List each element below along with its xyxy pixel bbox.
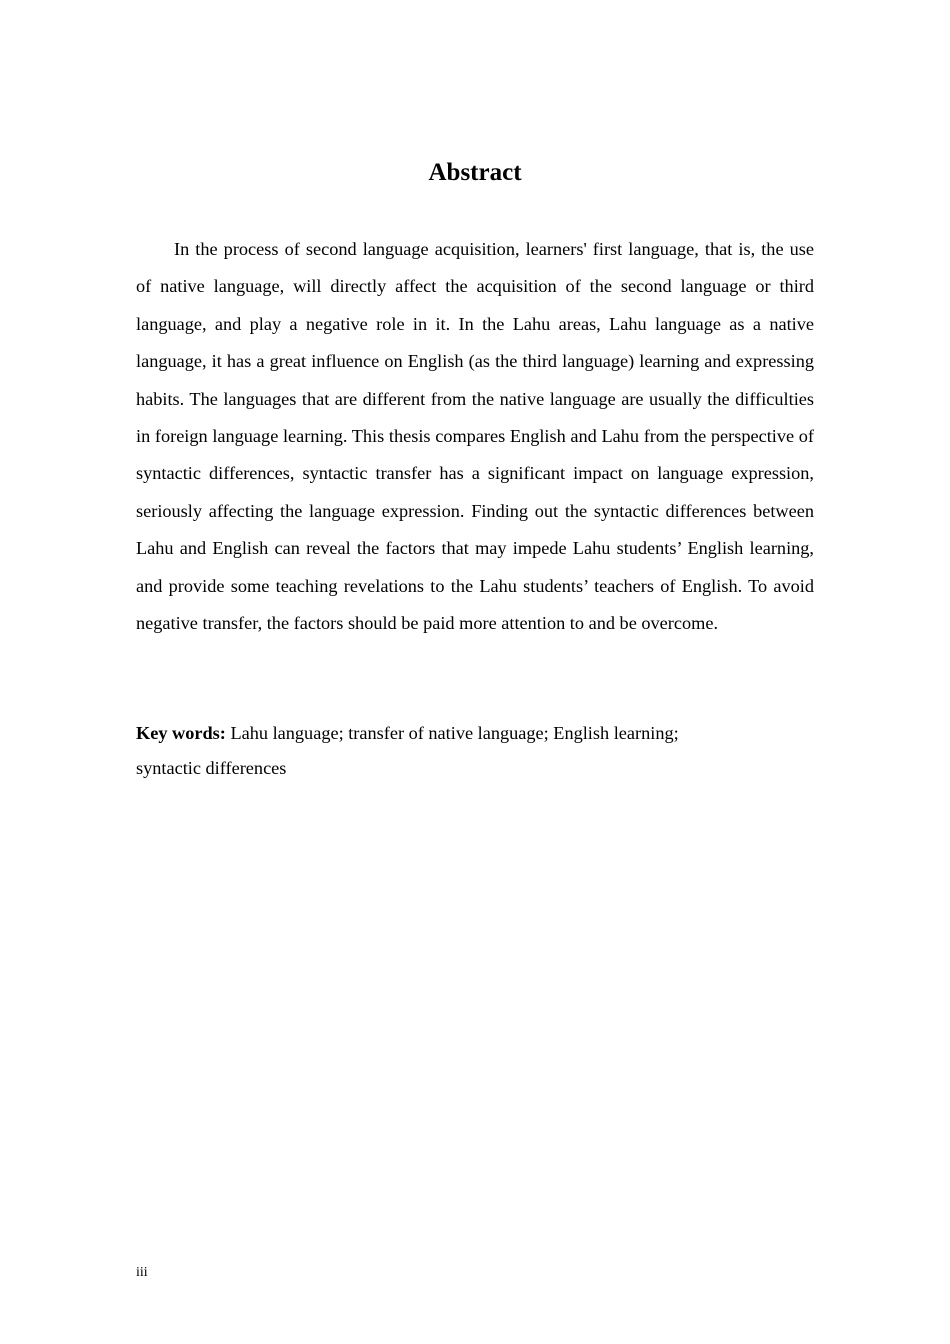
keywords-list-line1: Lahu language; transfer of native language; English learning; <box>230 723 679 743</box>
page-number: iii <box>136 1265 148 1280</box>
keywords-list-line2: syntactic differences <box>136 758 287 778</box>
keywords-label: Key words: <box>136 723 226 743</box>
abstract-paragraph: In the process of second language acquisition, learners' first language, that is, the use of native language, will directly affect the acquisition of the second language or third language, and play a negative role in it. In the Lahu areas, Lahu language as a native language, it has a great influence on English (as the third language) learning and expressing habits. The languages that are different from the native language are usually the difficulties in foreign language learning. This thesis compares English and Lahu from the perspective of syntactic differences, syntactic transfer has a significant impact on language expression, seriously affecting the language expression. Finding out the syntactic differences between Lahu and English can reveal the factors that may impede Lahu students’ English learning, and provide some teaching revelations to the Lahu students’ teachers of English. To avoid negative transfer, the factors should be paid more attention to and be overcome. <box>136 239 814 634</box>
keywords-section <box>136 716 814 786</box>
page-title: Abstract <box>428 159 522 186</box>
